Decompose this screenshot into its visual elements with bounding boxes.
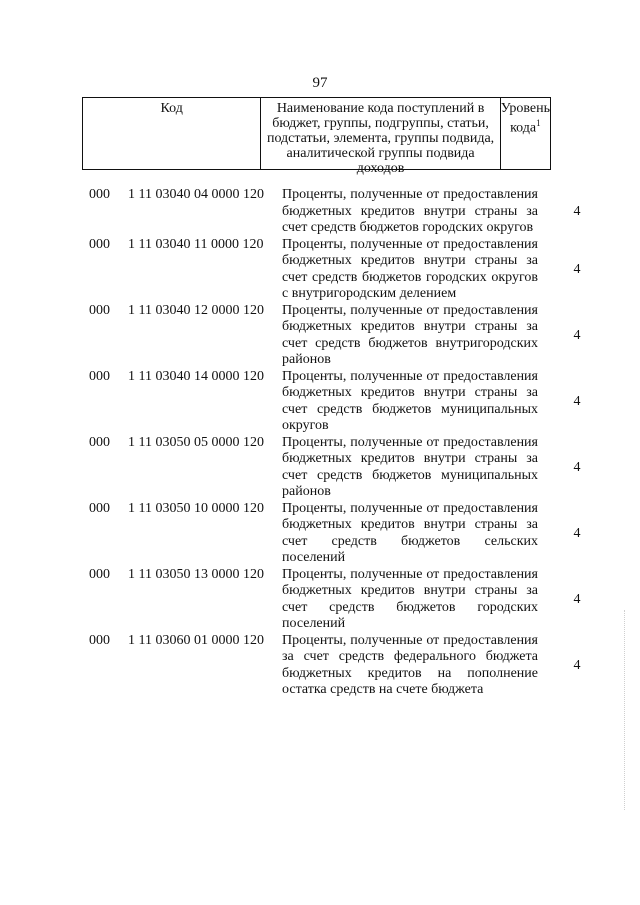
table-row	[0, 187, 640, 237]
code-level: 4	[573, 657, 581, 673]
income-code: 1 11 03060 01 0000 120	[128, 632, 264, 648]
income-name: Проценты, полученные от предоставления бюджетных кредитов внутри страны за счет средств бюджетов городских округов с внутригородским делением	[282, 236, 538, 301]
code-level: 4	[573, 591, 581, 607]
table-row	[0, 369, 640, 435]
table-row	[0, 303, 640, 369]
income-code: 1 11 03040 04 0000 120	[128, 187, 264, 202]
income-code: 1 11 03040 12 0000 120	[128, 302, 264, 318]
code-level: 4	[573, 459, 581, 475]
admin-code: 000	[89, 632, 110, 648]
admin-code: 000	[89, 236, 110, 252]
header-code: Код	[83, 98, 261, 169]
income-name: Проценты, полученные от предоставления за счет средств федерального бюджета бюджетных кредитов на пополнение остатка средств на счете бюджета	[282, 632, 538, 697]
table-row	[0, 501, 640, 567]
page-number: 97	[312, 75, 328, 91]
admin-code: 000	[89, 434, 110, 450]
income-code: 1 11 03040 11 0000 120	[128, 236, 264, 252]
header-name: Наименование кода поступлений в бюджет, группы, подгруппы, статьи, подстатьи, элемента, группы подвида, аналитической группы подвида доходов	[261, 98, 500, 169]
income-code: 1 11 03040 14 0000 120	[128, 368, 264, 384]
income-name: Проценты, полученные от предоставления бюджетных кредитов внутри страны за счет средств бюджетов муниципальных округов	[282, 368, 538, 433]
admin-code: 000	[89, 566, 110, 582]
income-name: Проценты, полученные от предоставления бюджетных кредитов внутри страны за счет средств бюджетов городских округов	[282, 187, 538, 235]
code-level: 4	[573, 261, 581, 277]
income-name: Проценты, полученные от предоставления бюджетных кредитов внутри страны за счет средств бюджетов внутригородских районов	[282, 302, 538, 367]
header-level-label: Уровень кода	[500, 101, 550, 136]
code-level: 4	[573, 525, 581, 541]
table-row	[0, 435, 640, 501]
admin-code: 000	[89, 500, 110, 516]
income-code: 1 11 03050 13 0000 120	[128, 566, 264, 582]
table-row	[0, 567, 640, 633]
income-name: Проценты, полученные от предоставления бюджетных кредитов внутри страны за счет средств бюджетов сельских поселений	[282, 500, 538, 565]
header-level	[501, 98, 550, 169]
code-level: 4	[573, 393, 581, 409]
scan-artifact	[624, 610, 626, 810]
admin-code: 000	[89, 302, 110, 318]
header-level-footnote-mark: 1	[536, 118, 541, 128]
table-body	[0, 187, 640, 699]
income-code: 1 11 03050 05 0000 120	[128, 434, 264, 450]
admin-code: 000	[89, 368, 110, 384]
admin-code: 000	[89, 187, 110, 202]
table-row	[0, 237, 640, 303]
income-code: 1 11 03050 10 0000 120	[128, 500, 264, 516]
table-row	[0, 633, 640, 699]
table-header	[82, 97, 551, 176]
income-name: Проценты, полученные от предоставления бюджетных кредитов внутри страны за счет средств бюджетов муниципальных районов	[282, 434, 538, 499]
code-level: 4	[573, 203, 581, 219]
code-level: 4	[573, 327, 581, 343]
income-name: Проценты, полученные от предоставления бюджетных кредитов внутри страны за счет средств бюджетов городских поселений	[282, 566, 538, 631]
